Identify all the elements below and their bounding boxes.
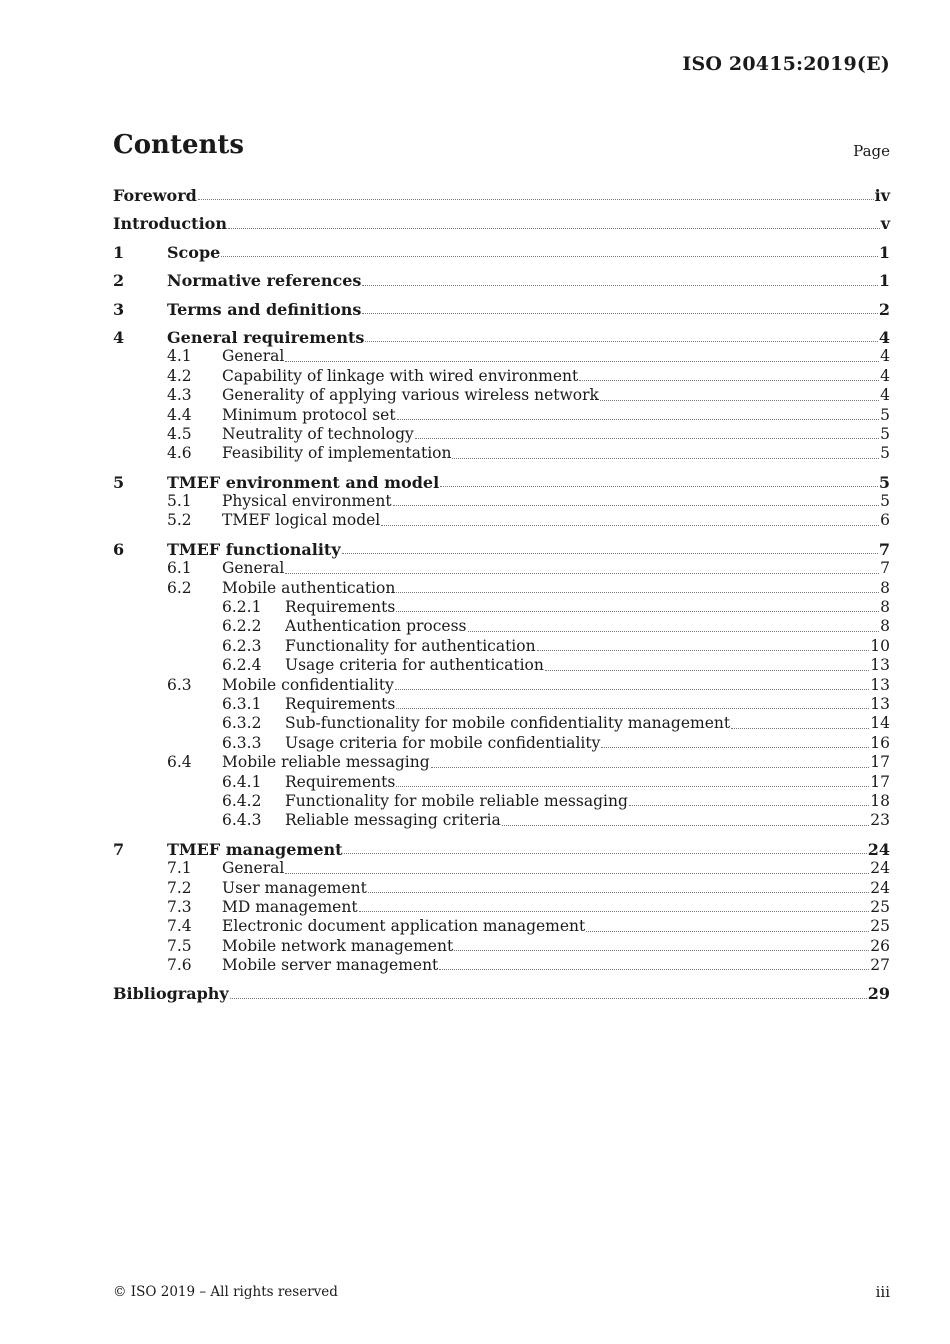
toc-entry-number: 4.5 [167, 424, 192, 443]
toc-entry[interactable] [113, 879, 890, 898]
toc-entry-title: MD management [222, 897, 358, 916]
toc-entry-number: 6.4 [167, 753, 192, 772]
toc-entry-title: General [222, 559, 285, 578]
toc-entry-number: 6.3.1 [222, 694, 262, 713]
toc-entry-title: TMEF management [167, 839, 343, 859]
toc-entry-title: Usage criteria for mobile confidentiality [285, 733, 601, 752]
toc-entry-title: Feasibility of implementation [222, 444, 452, 463]
toc-entry[interactable] [113, 511, 890, 530]
toc-entry-number: 1 [113, 242, 125, 262]
toc-entry[interactable] [113, 367, 890, 386]
dot-leader [396, 611, 879, 612]
toc-entry-page: 4 [878, 327, 890, 347]
dot-leader [393, 505, 880, 506]
toc-entry-number: 6.4.1 [222, 772, 262, 791]
toc-entry-page: 27 [870, 956, 890, 975]
toc-entry-title: Reliable messaging criteria [285, 811, 501, 830]
toc-entry-title: Requirements [285, 772, 396, 791]
toc-entry-page: 24 [867, 839, 890, 859]
toc-entry[interactable] [113, 540, 890, 559]
contents-heading: Contents [113, 130, 245, 160]
toc-entry-title: Physical environment [222, 492, 392, 511]
toc-entry-title: Neutrality of technology [222, 424, 414, 443]
toc-entry[interactable] [113, 444, 890, 463]
toc-entry[interactable] [113, 425, 890, 444]
toc-entry-title: Mobile network management [222, 936, 454, 955]
toc-entry-page: 24 [870, 878, 890, 897]
toc-entry-number: 7.6 [167, 956, 192, 975]
toc-entry-number: 5 [113, 472, 125, 492]
page-column-label: Page [853, 142, 890, 160]
toc-entry-title: General [222, 347, 285, 366]
dot-leader [362, 313, 877, 314]
toc-entry-title: Mobile confidentiality [222, 675, 394, 694]
toc-entry-title: TMEF environment and model [167, 472, 440, 492]
dot-leader [468, 631, 880, 632]
toc-entry[interactable] [113, 792, 890, 811]
dot-leader [344, 853, 867, 854]
toc-entry-title: Requirements [285, 694, 396, 713]
toc-entry-page: 6 [880, 511, 890, 530]
toc-entry-title: Generality of applying various wireless network [222, 386, 599, 405]
toc-entry[interactable] [113, 328, 890, 347]
toc-entry-number: 4.1 [167, 347, 192, 366]
toc-entry[interactable] [113, 811, 890, 830]
toc-entry-number: 5.2 [167, 511, 192, 530]
dot-leader [545, 670, 869, 671]
toc-entry-number: 4.4 [167, 405, 192, 424]
toc-entry-page: 7 [880, 559, 890, 578]
toc-entry[interactable] [113, 300, 890, 319]
toc-entry-title: Capability of linkage with wired environment [222, 366, 579, 385]
toc-entry-title: Terms and definitions [167, 299, 362, 319]
toc-entry-title: TMEF logical model [222, 511, 381, 530]
dot-leader [601, 747, 869, 748]
dot-leader [365, 341, 878, 342]
toc-entry-page: 4 [880, 386, 890, 405]
toc-entry[interactable] [113, 186, 890, 205]
dot-leader [285, 573, 879, 574]
toc-entry[interactable] [113, 956, 890, 975]
toc-entry-number: 2 [113, 271, 125, 291]
toc-entry-page: 2 [878, 299, 890, 319]
toc-entry-number: 7.3 [167, 897, 192, 916]
toc-entry-page: 1 [878, 271, 890, 291]
toc-entry-page: 5 [880, 405, 890, 424]
toc-entry-title: General [222, 859, 285, 878]
toc-entry-number: 6 [113, 539, 125, 559]
toc-entry-title: Sub-functionality for mobile confidentiality management [285, 714, 731, 733]
toc-entry-number: 6.4.3 [222, 811, 262, 830]
toc-entry[interactable] [113, 898, 890, 917]
dot-leader [198, 199, 874, 200]
toc-entry-page: 8 [880, 598, 890, 617]
toc-entry[interactable] [113, 347, 890, 366]
toc-entry-title: Normative references [167, 271, 362, 291]
dot-leader [440, 486, 878, 487]
toc-entry-title: Usage criteria for authentication [285, 656, 544, 675]
toc-entry-number: 6.3.3 [222, 733, 262, 752]
toc-entry[interactable] [113, 753, 890, 772]
toc-entry-title: Authentication process [285, 617, 467, 636]
toc-entry-page: 18 [870, 791, 890, 810]
toc-entry[interactable] [113, 617, 890, 636]
toc-entry-title: User management [222, 878, 367, 897]
toc-entry[interactable] [113, 492, 890, 511]
dot-leader [431, 767, 870, 768]
toc-entry-number: 6.2.3 [222, 636, 262, 655]
toc-entry[interactable] [113, 637, 890, 656]
toc-entry[interactable] [113, 656, 890, 675]
toc-entry[interactable] [113, 714, 890, 733]
toc-entry-number: 4.6 [167, 444, 192, 463]
toc-entry-page: iv [874, 186, 890, 205]
toc-entry-title: Mobile reliable messaging [222, 753, 430, 772]
dot-leader [439, 969, 869, 970]
footer-page-number: iii [875, 1283, 890, 1301]
toc-entry[interactable] [113, 984, 890, 1003]
toc-entry-page: 1 [878, 242, 890, 262]
toc-entry-title: Mobile authentication [222, 578, 396, 597]
dot-leader [397, 419, 880, 420]
toc-entry-page: 24 [870, 859, 890, 878]
toc-entry[interactable] [113, 271, 890, 290]
toc-entry-page: 5 [878, 472, 890, 492]
toc-entry-title: General requirements [167, 327, 365, 347]
toc-entry-page: 8 [880, 578, 890, 597]
toc-entry-page: 13 [870, 656, 890, 675]
toc-entry-number: 6.2.2 [222, 617, 262, 636]
toc-entry-number: 6.3 [167, 675, 192, 694]
dot-leader [600, 400, 879, 401]
toc-entry-page: 5 [880, 444, 890, 463]
toc-entry-number: 6.1 [167, 559, 192, 578]
dot-leader [368, 892, 869, 893]
document-id: ISO 20415:2019(E) [682, 53, 890, 75]
toc-entry-number: 7.1 [167, 859, 192, 878]
toc-entry-number: 4.3 [167, 386, 192, 405]
toc-entry-page: 13 [870, 675, 890, 694]
toc-entry[interactable] [113, 917, 890, 936]
toc-entry-title: Functionality for authentication [285, 636, 536, 655]
toc-entry-title: Minimum protocol set [222, 405, 396, 424]
dot-leader [228, 228, 880, 229]
dot-leader [359, 911, 870, 912]
toc-entry-number: 6.2.1 [222, 598, 262, 617]
dot-leader [537, 650, 870, 651]
toc-entry-page: 25 [870, 897, 890, 916]
toc-entry-number: 7 [113, 839, 125, 859]
toc-entry-title: Bibliography [113, 984, 229, 1004]
dot-leader [285, 361, 879, 362]
toc-entry-number: 3 [113, 299, 125, 319]
dot-leader [452, 458, 879, 459]
toc-entry-page: 25 [870, 917, 890, 936]
toc-entry-number: 7.2 [167, 878, 192, 897]
toc-entry[interactable] [113, 243, 890, 262]
toc-entry-page: 26 [870, 936, 890, 955]
toc-entry-number: 4 [113, 327, 125, 347]
toc-entry-title: Requirements [285, 598, 396, 617]
toc-entry[interactable] [113, 859, 890, 878]
toc-entry[interactable] [113, 773, 890, 792]
table-of-contents [113, 186, 890, 1004]
dot-leader [396, 592, 879, 593]
dot-leader [629, 805, 869, 806]
toc-entry-title: Foreword [113, 186, 197, 205]
toc-entry-page: 5 [880, 492, 890, 511]
dot-leader [395, 689, 869, 690]
toc-entry-page: 10 [870, 636, 890, 655]
toc-entry-page: 17 [870, 772, 890, 791]
copyright-footer: © ISO 2019 – All rights reserved [113, 1284, 338, 1300]
toc-entry-number: 6.2.4 [222, 656, 262, 675]
toc-entry-number: 5.1 [167, 492, 192, 511]
dot-leader [381, 525, 879, 526]
toc-entry-page: 7 [878, 539, 890, 559]
dot-leader [731, 728, 869, 729]
toc-entry-title: Scope [167, 242, 221, 262]
toc-entry[interactable] [113, 406, 890, 425]
dot-leader [586, 931, 869, 932]
toc-entry-page: 13 [870, 694, 890, 713]
toc-entry-number: 6.4.2 [222, 791, 262, 810]
dot-leader [342, 553, 878, 554]
toc-entry[interactable] [113, 579, 890, 598]
toc-entry-title: Mobile server management [222, 956, 439, 975]
toc-entry[interactable] [113, 598, 890, 617]
toc-entry-number: 7.5 [167, 936, 192, 955]
toc-entry[interactable] [113, 214, 890, 233]
dot-leader [362, 285, 877, 286]
toc-entry-number: 7.4 [167, 917, 192, 936]
toc-entry-title: Electronic document application management [222, 917, 586, 936]
dot-leader [454, 950, 869, 951]
toc-entry-page: v [880, 214, 890, 234]
toc-entry-page: 16 [870, 733, 890, 752]
toc-entry-number: 4.2 [167, 366, 192, 385]
toc-entry-page: 4 [880, 347, 890, 366]
dot-leader [230, 998, 867, 999]
toc-entry[interactable] [113, 695, 890, 714]
toc-entry-number: 6.2 [167, 578, 192, 597]
dot-leader [396, 708, 869, 709]
dot-leader [415, 438, 879, 439]
toc-entry-number: 6.3.2 [222, 714, 262, 733]
toc-entry-page: 14 [870, 714, 890, 733]
toc-entry-page: 8 [880, 617, 890, 636]
toc-entry-page: 5 [880, 424, 890, 443]
toc-entry-title: TMEF functionality [167, 539, 341, 559]
dot-leader [579, 380, 879, 381]
toc-entry-page: 29 [867, 984, 890, 1004]
toc-entry[interactable] [113, 473, 890, 492]
toc-entry-page: 4 [880, 366, 890, 385]
toc-entry-title: Functionality for mobile reliable messaging [285, 791, 628, 810]
toc-entry[interactable] [113, 386, 890, 405]
toc-entry-page: 17 [870, 753, 890, 772]
toc-entry[interactable] [113, 840, 890, 859]
dot-leader [502, 825, 869, 826]
dot-leader [285, 873, 869, 874]
toc-entry-title: Introduction [113, 214, 227, 234]
toc-entry[interactable] [113, 734, 890, 753]
toc-entry[interactable] [113, 559, 890, 578]
toc-entry[interactable] [113, 676, 890, 695]
dot-leader [396, 786, 869, 787]
toc-entry[interactable] [113, 937, 890, 956]
toc-entry-page: 23 [870, 811, 890, 830]
dot-leader [221, 256, 878, 257]
